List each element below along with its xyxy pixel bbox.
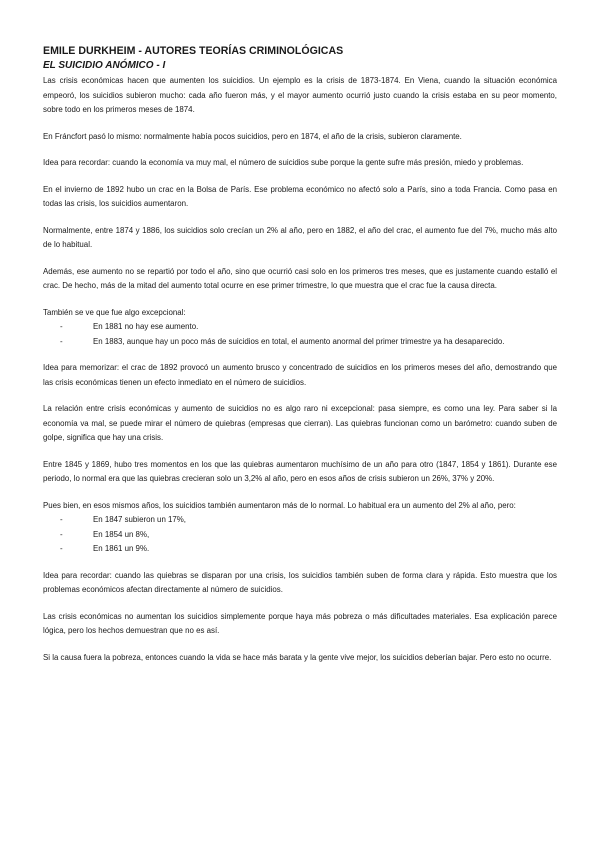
paragraph-3: Idea para recordar: cuando la economía va muy mal, el número de suicidios sube porque la gente sufre más presión, miedo y problemas. <box>43 158 524 167</box>
paragraph-7: También se ve que fue algo excepcional: <box>43 307 186 317</box>
paragraph-2: En Fráncfort pasó lo mismo: normalmente había pocos suicidios, pero en 1874, el año de la crisis, subieron claramente. <box>43 131 462 141</box>
paragraph-1: Las crisis económicas hacen que aumenten los suicidios. Un ejemplo es la crisis de 1873-1874. En Viena, cuando la situación económica empeoró, los suicidios subieron mucho: cada año fueron más, y el mayor aumento ocurrió justo cuando la crisis estaba en su peor momento, sobre todo en los primeros meses de 1874. <box>43 76 557 114</box>
exception-list <box>43 320 557 349</box>
paragraph-6: Además, ese aumento no se repartió por todo el año, sino que ocurrió casi solo en los primeros tres meses, que es justamente cuando estalló el crac. De hecho, más de la mitad del aumento total ocurre en ese primer trimestre, lo que muestra que el crac fue la causa directa. <box>43 266 557 290</box>
document-title: EMILE DURKHEIM - AUTORES TEORÍAS CRIMINOLÓGICAS <box>43 45 344 57</box>
paragraph-12: Idea para recordar: cuando las quiebras se disparan por una crisis, los suicidios también suben de forma clara y rápida. Esto muestra que los problemas económicos afectan directamente al número de suicidios. <box>43 570 557 594</box>
list-item: - En 1883, aunque hay un poco más de suicidios en total, el aumento anormal del primer trimestre ya ha desaparecido. <box>60 335 557 350</box>
suicide-increase-list <box>43 513 557 557</box>
paragraph-14: Si la causa fuera la pobreza, entonces cuando la vida se hace más barata y la gente vive mejor, los suicidios deberían bajar. Pero esto no ocurre. <box>43 652 552 662</box>
paragraph-10: Entre 1845 y 1869, hubo tres momentos en los que las quiebras aumentaron muchísimo de un año para otro (1847, 1854 y 1861). Durante ese periodo, lo normal era que las quiebras crecieran solo un 3,2% al año, pero en esos años de crisis subieron un 26%, 37% y 20%. <box>43 459 557 483</box>
paragraph-11: Pues bien, en esos mismos años, los suicidios también aumentaron más de lo normal. Lo habitual era un aumento del 2% al año, pero: <box>43 500 516 510</box>
paragraph-4: En el invierno de 1892 hubo un crac en la Bolsa de París. Ese problema económico no afectó solo a París, sino a toda Francia. Como pasa en todas las crisis, los suicidios aumentaron. <box>43 184 557 208</box>
paragraph-5: Normalmente, entre 1874 y 1886, los suicidios solo crecían un 2% al año, pero en 1882, el año del crac, el aumento fue del 7%, mucho más alto de lo habitual. <box>43 225 557 249</box>
list-item: - En 1854 un 8%, <box>60 528 557 543</box>
list-item: - En 1861 un 9%. <box>60 542 557 557</box>
paragraph-8: Idea para memorizar: el crac de 1892 provocó un aumento brusco y concentrado de suicidios en los primeros meses del año, demostrando que las crisis económicas tienen un efecto inmediato en el número de suicidios. <box>43 363 557 387</box>
document-subtitle: EL SUICIDIO ANÓMICO - I <box>43 60 166 71</box>
paragraph-13: Las crisis económicas no aumentan los suicidios simplemente porque haya más pobreza o más dificultades materiales. Esa explicación parece lógica, pero los hechos demuestran que no es así. <box>43 611 557 635</box>
paragraph-9: La relación entre crisis económicas y aumento de suicidios no es algo raro ni excepcional: pasa siempre, es como una ley. Para saber si la economía va mal, se puede mirar el número de quiebras (empresas que cierran). Las quiebras funcionan como un barómetro: cuando suben de golpe, significa que hay una crisis. <box>43 404 557 442</box>
list-item: - En 1881 no hay ese aumento. <box>60 320 557 335</box>
list-item: - En 1847 subieron un 17%, <box>60 513 557 528</box>
